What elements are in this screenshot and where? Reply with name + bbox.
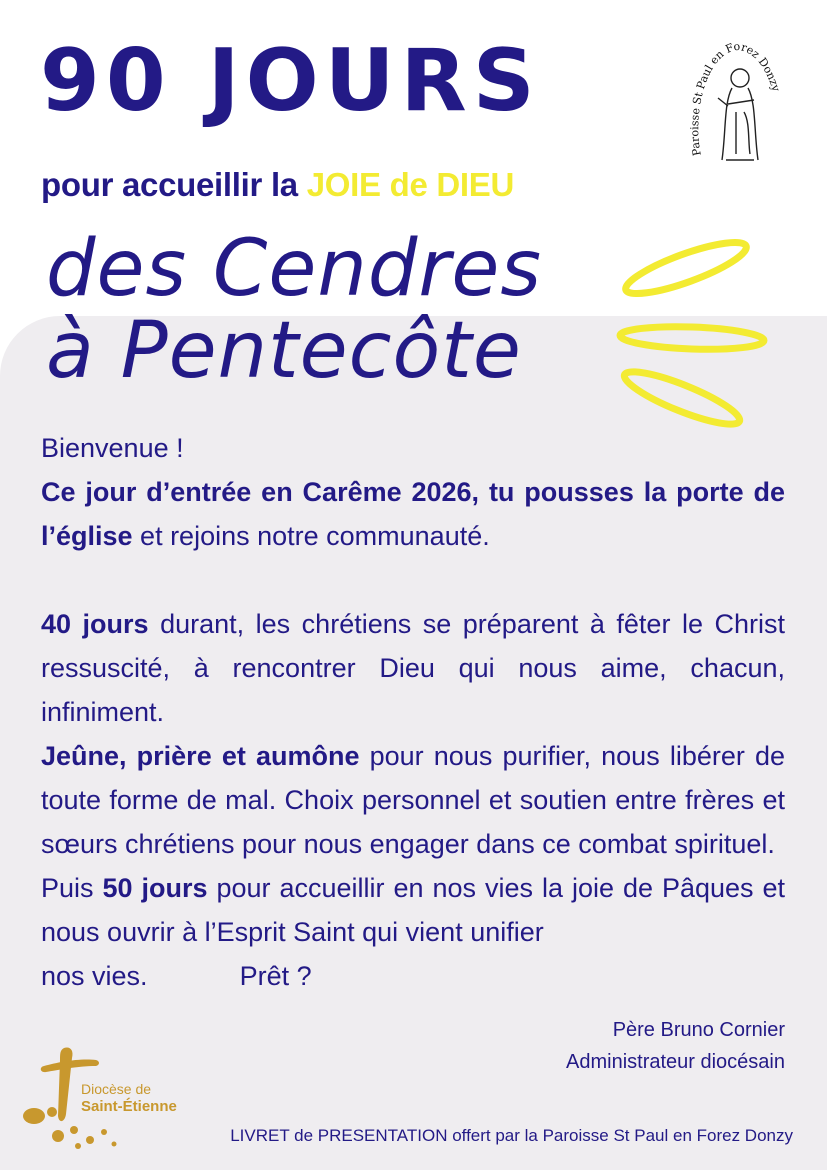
paragraph-1-rest: et rejoins notre communauté. [132, 521, 490, 551]
subtitle-prefix: pour accueillir la [41, 166, 307, 203]
signature-block [566, 1014, 785, 1078]
welcome-line: Bienvenue ! [41, 433, 184, 463]
paragraph-4 [41, 866, 785, 954]
paragraph-4-prefix: Puis [41, 873, 103, 903]
script-title-line1: des Cendres [46, 224, 543, 314]
signature-name: Père Bruno Cornier [612, 1019, 785, 1041]
subtitle-highlight: JOIE de DIEU [306, 166, 515, 203]
parish-logo [688, 42, 788, 174]
yellow-sparkle-decoration [610, 230, 810, 430]
body-text [41, 426, 785, 998]
diocese-line1: Diocèse de [81, 1081, 152, 1097]
paragraph-3 [41, 734, 785, 866]
paragraph-4-bold: 50 jours [102, 873, 208, 903]
diocese-line2: Saint-Étienne [81, 1098, 177, 1115]
paragraph-2-rest: durant, les chrétiens se préparent à fêter le Christ ressuscité, à rencontrer Dieu qui nous aime, chacun, infiniment. [41, 609, 785, 727]
footer-note: LIVRET de PRESENTATION offert par la Paroisse St Paul en Forez Donzy [230, 1126, 793, 1145]
page-title: 90 JOURS [40, 31, 541, 131]
paragraph-2 [41, 602, 785, 734]
paragraph-4-end: nos vies. [41, 961, 148, 991]
spacer [41, 558, 785, 602]
signature-role: Administrateur diocésain [566, 1051, 785, 1073]
diocese-label [81, 1080, 177, 1116]
paragraph-1 [41, 470, 785, 558]
paragraph-3-rest: pour nous purifier, nous libérer de toute forme de mal. Choix personnel et soutien entre frères et sœurs chrétiens pour nous engager dans ce combat spirituel. [41, 741, 786, 859]
script-title-line2: à Pentecôte [46, 306, 522, 396]
paragraph-1-bold: Ce jour d’entrée en Carême 2026, tu pousses la porte de l’église [41, 477, 785, 551]
logo-text: Paroisse St Paul en Forez Donzy [688, 42, 783, 157]
paragraph-2-bold: 40 jours [41, 609, 149, 639]
paragraph-4-rest: pour accueillir en nos vies la joie de Pâques et nous ouvrir à l’Esprit Saint qui vient unifier [41, 873, 785, 947]
parish-seal-icon [688, 42, 788, 174]
paragraph-3-bold: Jeûne, prière et aumône [41, 741, 360, 771]
paragraph-4-last-line [41, 954, 785, 998]
subtitle [41, 166, 514, 204]
ready-question: Prêt ? [239, 961, 312, 991]
